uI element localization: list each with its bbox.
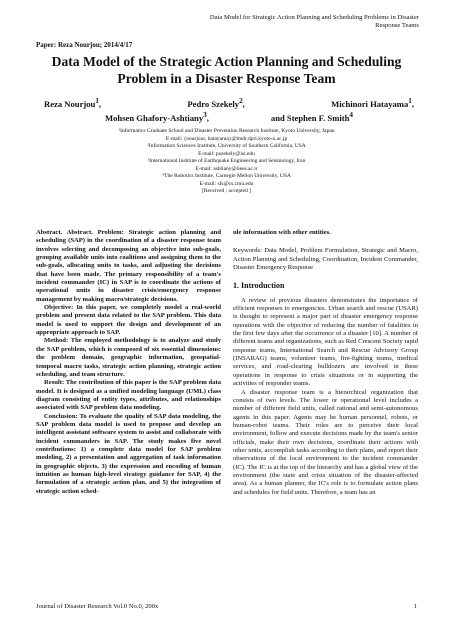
affiliation-4-email: E-mail: sfs@cs.cmu.edu [199, 180, 254, 187]
abstract-problem: Abstract. Abstract. Problem: Strategic action planning and scheduling (SAP) in the coordination of a disaster response team involves selecting and decomposing an objective into sub-goals, grouping available units into coalitions and assigning them to the sub-goals, allocating units to tasks, and adjusting the decisions that have been made. The primary responsibility of a team's incident commander (IC) in SAP is to coordinate the actions of operational units in disaster crisis/emergency response management by making macro/strategic decisions. [36, 229, 221, 303]
page-footer [36, 603, 417, 610]
page-number: 1 [413, 603, 417, 610]
running-header-line1: Data Model for Strategic Action Planning and Scheduling Problems in Disaster [209, 14, 419, 21]
received-accepted: [Received ; accepted ] [201, 188, 251, 194]
author-5: and Stephen F. Smith$^4$ [270, 111, 353, 123]
abstract-conclusion: Conclusion: To evaluate the quality of SAP data modeling, the SAP problem data model is used to propose and develop an intelligent assistant software system to assist and collaborate with incident commanders in SAP. The study makes five novel contributions: 1) a complete data model for SAP problem modeling, 2) a presentation and aggregation of task information in geographic objects, 3) the expression and encoding of human intuition as human high-level strategy guidance for SAP, 4) the formulation of a strategic action plan, and 5) the integration of strategic action sched- [36, 412, 221, 495]
author-3: Michinori Hatayama$^1$, [331, 97, 414, 109]
affiliation-3-email: E-mail: ashtiany@iiees.ac.ir [195, 165, 258, 172]
paper-info-line: Paper: Reza Nourjou; 2014/4/17 [36, 41, 133, 49]
abstract-column [36, 229, 221, 496]
affiliations [40, 128, 413, 196]
affiliation-2: ²Information Sciences Institute, University of Southern California, USA [147, 143, 306, 149]
journal-name: Journal of Disaster Research Vol.0 No.0, 200x [36, 603, 159, 610]
affiliation-4: ⁴The Robotics Institute, Carnegie Mellon University, USA [162, 173, 291, 179]
running-header-line2: Response Teams [375, 22, 419, 30]
affiliation-2-email: E-mail: pszekely@isi.edu [198, 150, 255, 157]
affiliation-3: ³International Institute of Earthquake Engineering and Seismology, Iran [147, 158, 306, 164]
affiliation-1: ¹Informatics Graduate School and Disaster Prevention Research Institute, Kyoto University, Japan [118, 128, 335, 134]
right-column [233, 229, 418, 497]
section-heading-introduction: 1. Introduction [233, 281, 285, 291]
abstract-objective: Objective: In this paper, we completely model a real-world problem and present data related to the SAP problem. This data model is used to support the design and development of an appropriate approach to SAP. [36, 304, 221, 337]
author-4: Mohsen Ghafory-Ashtiany$^3$, [105, 111, 209, 123]
title-line2: Problem in a Disaster Response Team [117, 71, 336, 86]
intro-paragraph-1: A review of previous disasters demonstrates the importance of efficient responses to emergencies. Urban search and rescue (USAR) is thought to represent a major part of disaster emergency response operations with the objective of reducing the number of fatalities in the first few days after the occurrence of a disaster [10]. A number of different teams and organizations, such as Red Crescent Society rapid response teams, International Search and Rescue Advisory Group (INSARAG) teams, volunteer teams, fire-fighting teams, medical services, and road-clearing bulldozers are involved in these operations in response to crisis situations or in supporting the activities of responder teams. [233, 296, 418, 388]
abstract-continuation: ule information with other entities. [233, 229, 331, 236]
intro-paragraph-2: A disaster response team is a hierarchical organization that consists of two levels. The lower or operational level includes a number of different field units, called rational and semi-autonomous agents in this paper. Agents may be human personnel, robots, or human-robot teams. Their roles are to perceive their local environment, follow and execute decisions made by the team's senior officials, make their own decisions, coordinate their actions with other units, accomplish tasks according to their plans, and report their observations of the local environment to the incident commander (IC). The IC is at the top of the hierarchy and has a global view of the environment (the state and crisis situation of the disaster-affected area). As a human planner, the IC's role is to formulate action plans and schedules for field units. Therefore, a team has an [233, 388, 418, 496]
author-1: Reza Nourjou$^1$, [44, 97, 102, 109]
abstract-method: Method: The employed methodology is to analyze and study the SAP problem, which is composed of six essential dimensions: the problem domain, geographic information, geospatial-temporal macro tasks, strategic action planning, strategic action scheduling, and team structure. [36, 337, 221, 378]
running-header [179, 14, 419, 31]
affiliation-1-email: E-mail: {nourjour, hatayama}@imdr.dpri.kyoto-u.ac.jp [165, 135, 288, 142]
author-2: Pedro Szekely$^2$, [187, 97, 245, 109]
abstract-result: Result: The contribution of this paper is the SAP problem data model. It is designed as a unified modeling language (UML) class diagram consisting of entity types, attributes, and relationships associated with SAP problem data modeling. [36, 379, 221, 412]
title-line1: Data Model of the Strategic Action Planning and Scheduling [51, 54, 402, 69]
author-list [44, 97, 414, 125]
keywords: Keywords: Data Model, Problem Formulation, Strategic and Macro, Action Planning and Scheduling, Coordination, Incident Commander, Disaster Emergency Response [233, 247, 418, 272]
paper-title [30, 53, 423, 87]
